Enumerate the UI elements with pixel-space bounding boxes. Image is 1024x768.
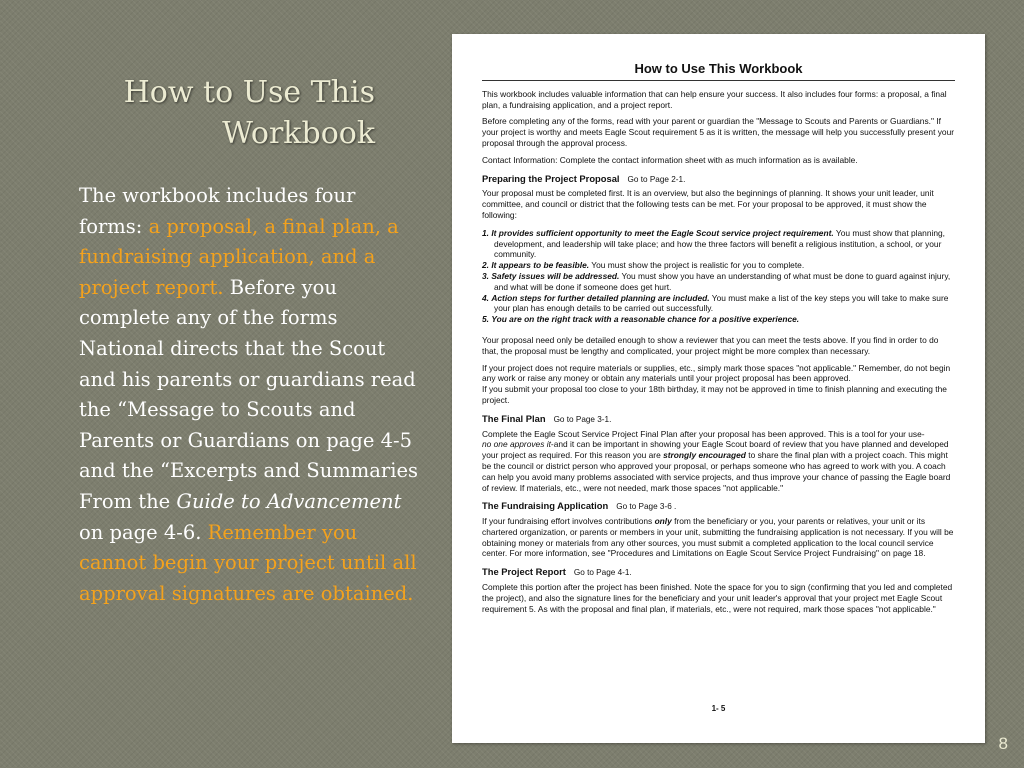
criteria-item <box>482 260 955 271</box>
criteria-lead: It provides sufficient opportunity to meet the Eagle Scout service project requirement. <box>491 227 834 238</box>
slide-title: How to Use This Workbook <box>123 75 375 151</box>
fundraising-text-a: If your fundraising effort involves contributions <box>482 516 653 527</box>
criteria-number: 3. <box>482 270 489 281</box>
final-plan-text-d: strongly encouraged <box>663 450 746 461</box>
criteria-item <box>482 228 955 260</box>
criteria-item <box>482 293 955 315</box>
fundraising-section-heading <box>482 501 955 513</box>
criteria-number: 4. <box>482 292 489 303</box>
slide-body-text <box>79 181 419 609</box>
workbook-page-footer: 1- 5 <box>711 704 726 713</box>
fundraising-text-c: from the beneficiary or you, your parents or relatives, your unit or its chartered organization, or parents or members in your unit, submitting the fundraising application is not necessary. If you will be obtaining money or materials from any other sources, you must submit a completed application to the local council service center. For more information, see "Procedures and Limitations on Eagle Scout Service Project Fundraising" on page 18. <box>482 516 954 559</box>
body-text-intro: The workbook includes four forms: <box>79 184 356 238</box>
criteria-number: 2. <box>482 260 489 271</box>
final-plan-heading-text: The Final Plan <box>482 412 546 424</box>
criteria-item <box>482 271 955 293</box>
criteria-number: 1. <box>482 227 489 238</box>
criteria-text: You must show that planning, development, and leadership will take place; and how the three factors will benefit a religious institution, a school, or your community. <box>494 227 945 260</box>
proposal-heading-text: Preparing the Project Proposal <box>482 172 620 184</box>
body-text-guide-title: Guide to Advancement <box>176 489 402 513</box>
contact-info-paragraph: Contact Information: Complete the contact information sheet with as much information as is available. <box>482 154 858 165</box>
intro-paragraph: This workbook includes valuable information that can help ensure your success. It also includes four forms: a proposal, a final plan, a fundraising application, and a project report. <box>482 88 947 110</box>
criteria-text: You must show the project is realistic for you to complete. <box>591 260 805 271</box>
proposal-goto: Go to Page 2-1. <box>627 174 686 184</box>
fundraising-text-b: only <box>654 516 672 527</box>
criteria-lead: Action steps for further detailed planning are included. <box>491 292 710 303</box>
report-paragraph: Complete this portion after the project has been finished. Note the space for you to sign (confirming that you led and completed the project), and also the signature lines for the beneficiary and your unit leader's approval that your project met Eagle Scout requirement 5. As with the proposal and final plan, if materials, etc., were not required, mark those spaces "not applicable." <box>482 582 953 614</box>
birthday-paragraph: If you submit your proposal too close to your 18th birthday, it may not be approved in time to finish planning and executing the project. <box>482 384 947 405</box>
criteria-item <box>482 314 955 325</box>
workbook-page-title: How to Use This Workbook <box>634 61 803 76</box>
final-plan-text-b: no one approves it <box>482 439 551 450</box>
final-plan-section-heading <box>482 414 955 426</box>
final-plan-paragraph <box>482 429 955 494</box>
final-plan-text-a: Complete the Eagle Scout Service Project Final Plan after your proposal has been approved. This is a tool for your use- <box>482 428 925 439</box>
not-applicable-paragraph: If your project does not require materials or supplies, etc., simply mark those spaces "not applicable." Remember, do not begin any work or raise any money or obtain any materials until your project proposal has been approved. <box>482 362 951 384</box>
body-text-forms-highlight: a proposal, a final plan, a fundraising application, and a project report. <box>79 214 399 299</box>
report-section-heading <box>482 567 955 579</box>
fundraising-heading-text: The Fundraising Application <box>482 500 609 512</box>
final-plan-goto: Go to Page 3-1. <box>553 414 612 424</box>
criteria-text: You must show you have an understanding of what must be done to guard against injury, and what will be done if someone does get hurt. <box>494 270 951 292</box>
title-divider <box>482 80 955 81</box>
workbook-page-image <box>452 34 985 743</box>
proposal-section-heading <box>482 174 955 186</box>
fundraising-goto: Go to Page 3-6 . <box>616 502 677 512</box>
final-plan-text-e: to share the final plan with a project coach. This might be the council or district person who approved your proposal, or perhaps someone who has agreed to work with you. A coach can help you avoid many problems associated with service projects, and thus improve your chance of passing the Eagle board of review. If materials, etc., were not needed, mark those spaces "not applicable." <box>482 450 951 493</box>
fundraising-paragraph <box>482 516 955 559</box>
criteria-lead: You are on the right track with a reasonable chance for a positive experience. <box>491 314 800 325</box>
criteria-number: 5. <box>482 314 489 325</box>
proposal-paragraph: Your proposal must be completed first. It is an overview, but also the beginnings of planning. It shows your unit leader, unit committee, and council or district that the following tests can be met. For your proposal to be approved, it must show the following: <box>482 188 934 220</box>
report-goto: Go to Page 4-1. <box>573 568 632 578</box>
message-paragraph: Before completing any of the forms, read with your parent or guardian the "Message to Scouts and Parents or Guardians." If your project is worthy and meets Eagle Scout requirement 5 as it is written, the message will help you successfully present your proposal through the approval process. <box>482 116 955 148</box>
criteria-lead: It appears to be feasible. <box>491 260 590 271</box>
slide-number: 8 <box>998 734 1008 753</box>
final-plan-text-c: -and it can be important in showing your Eagle Scout board of review that you have planned and developed your project as required. For this reason you are <box>482 439 949 461</box>
report-heading-text: The Project Report <box>482 566 566 578</box>
proposal-criteria-list <box>482 228 955 325</box>
body-text-directions: Before you complete any of the forms National directs that the Scout and his parents or guardians read the “Message to Scouts and Parents or Guardians on page 4-5 and the “Excerpts and Summaries From the <box>79 275 419 513</box>
proposal-detail-paragraph: Your proposal need only be detailed enough to show a reviewer that you can meet the tests above. If you find in order to do that, the proposal must be lengthy and complicated, your project might be more complex than necessary. <box>482 334 939 356</box>
criteria-lead: Safety issues will be addressed. <box>491 270 620 281</box>
criteria-text: You must make a list of the key steps you will take to make sure your plan has enough details to be carried out successfully. <box>494 292 949 314</box>
body-text-warning-highlight: Remember you cannot begin your project until all approval signatures are obtained. <box>79 520 417 605</box>
body-text-page-ref: on page 4-6. <box>79 520 202 544</box>
